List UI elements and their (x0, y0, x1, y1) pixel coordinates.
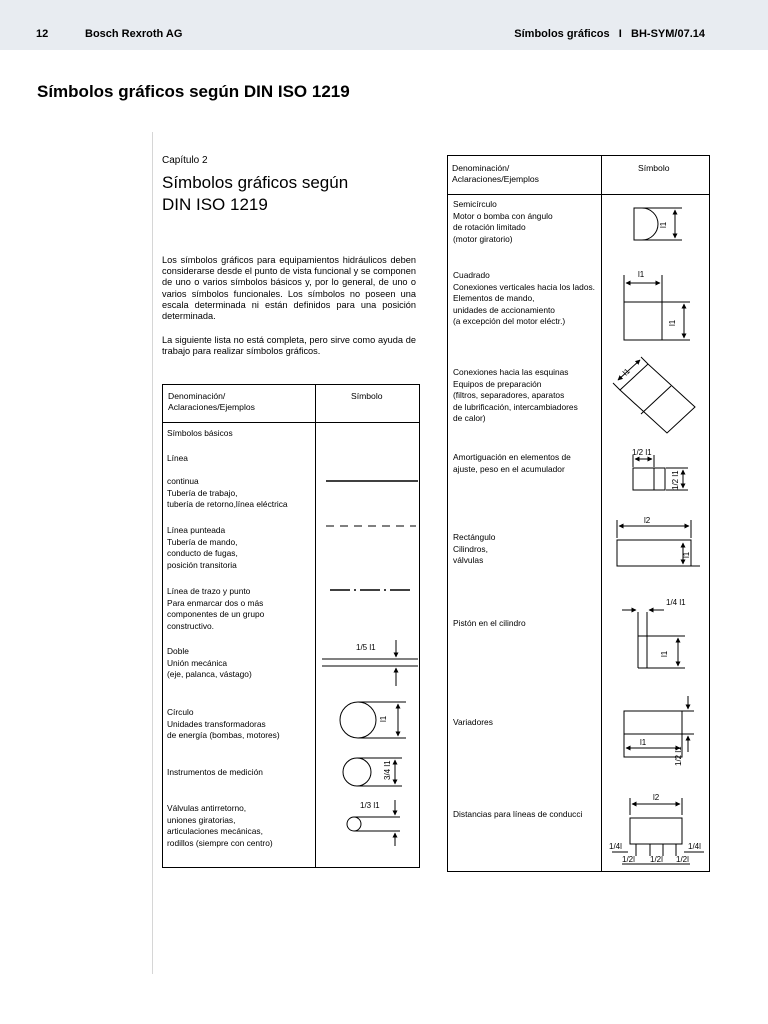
row-line: Unión mecánica (167, 657, 228, 668)
row-line: uniones giratorias, (167, 814, 236, 825)
row-line: Tubería de mando, (167, 536, 238, 547)
chapter-title-line2: DIN ISO 1219 (162, 195, 268, 214)
row-line: rodillos (siempre con centro) (167, 837, 273, 848)
row-title: Válvulas antirretorno, (167, 803, 247, 813)
row-line: constructivo. (167, 620, 215, 631)
document-reference: Símbolos gráficos I BH-SYM/07.14 (514, 28, 705, 40)
row-title: Amortiguación en elementos de (453, 452, 571, 462)
row-line: posición transitoria (167, 559, 237, 570)
left-row-linea: Línea (167, 453, 188, 463)
dim-label: 1/2 l1 (671, 470, 680, 490)
row-line: unidades de accionamiento (453, 304, 555, 315)
circle-symbol (340, 702, 406, 738)
dim-label: 1/5 l1 (356, 643, 376, 652)
piston-symbol (622, 610, 685, 668)
row-title: Rectángulo (453, 532, 496, 542)
row-line: Conexiones verticales hacia los lados. (453, 281, 595, 292)
row-title: Línea punteada (167, 525, 226, 535)
dim-label: 1/2l (650, 855, 663, 864)
row-line: tubería de retorno,línea eléctrica (167, 499, 288, 509)
row-line: conducto de fugas, (167, 548, 238, 558)
row-line: (eje, palanca, vástago) (167, 669, 252, 679)
left-col2-header: Símbolo (351, 391, 383, 401)
right-row-variadores: Variadores (453, 717, 493, 727)
row-line: (filtros, separadores, aparatos (453, 390, 565, 400)
row-line: de lubrificación, intercambiadores (453, 401, 578, 412)
dim-label: l2 (644, 516, 651, 525)
dim-label: 1/2 l1 (632, 448, 652, 457)
page-number: 12 (36, 28, 49, 40)
square-symbol (624, 275, 690, 340)
dim-label: l1 (668, 319, 677, 326)
row-title: Cuadrado (453, 270, 490, 280)
dim-label: l1 (659, 221, 668, 228)
row-line: de rotación limitado (453, 222, 526, 232)
row-title: Círculo (167, 707, 194, 717)
intro-paragraph: Los símbolos gráficos para equipamientos hidráulicos deben considerarse desde el punto de vista funcional y se componen de uno o varios símbolos básicos y, por lo general, de uno o varios símbolos funcionales. Los símbolos no poseen una escala determinada ni están definidos para una posición determinada. (162, 255, 416, 322)
row-title: Línea de trazo y punto (167, 586, 251, 596)
dim-label: 1/2l (622, 855, 635, 864)
row-line: Elementos de mando, (453, 293, 535, 303)
left-col1-header-line2: Aclaraciones/Ejemplos (168, 402, 255, 413)
dim-label: 1/3 l1 (360, 801, 380, 810)
right-row-distancias: Distancias para líneas de conducci (453, 809, 583, 819)
note-paragraph: La siguiente lista no está completa, pero sirve como ayuda de trabajo para realizar símbolos gráficos. (162, 335, 416, 357)
rectangle-symbol (617, 520, 700, 566)
row-line: de energía (bombas, motores) (167, 730, 280, 740)
row-line: de calor) (453, 413, 486, 423)
dim-label: 1/2l (676, 855, 689, 864)
dim-label: l1 (638, 270, 645, 279)
dim-label: 1/4 l1 (666, 598, 686, 607)
row-line: Cilindros, (453, 543, 488, 554)
variator-symbol (624, 696, 694, 757)
dim-label: 3/4 l1 (383, 760, 392, 780)
row-title: continua (167, 476, 199, 486)
chapter-label: Capítulo 2 (162, 155, 208, 166)
row-line: Tubería de trabajo, (167, 487, 238, 498)
left-col1-header-line1: Denominación/ (168, 391, 226, 401)
row-title: Doble (167, 646, 189, 656)
dim-label: l1 (640, 738, 647, 747)
row-line: articulaciones mecánicas, (167, 826, 263, 836)
right-col1-header-line1: Denominación/ (452, 163, 510, 173)
row-line: ajuste, peso en el acumulador (453, 463, 565, 474)
row-line: componentes de un grupo (167, 609, 265, 619)
right-col1-header-line2: Aclaraciones/Ejemplos (452, 174, 539, 185)
measuring-instrument-symbol (343, 758, 402, 786)
page-title: Símbolos gráficos según DIN ISO 1219 (37, 82, 350, 101)
dim-label: l1 (660, 650, 669, 657)
right-col2-header: Símbolo (638, 163, 670, 173)
right-row-piston: Pistón en el cilindro (453, 618, 526, 628)
row-title: Conexiones hacia las esquinas (453, 367, 569, 377)
row-line: Motor o bomba con ángulo (453, 210, 553, 221)
row-line: Para enmarcar dos o más (167, 597, 264, 608)
row-line: válvulas (453, 555, 484, 565)
left-row-basic: Símbolos básicos (167, 428, 233, 438)
row-line: Equipos de preparación (453, 378, 542, 389)
left-row-instrumentos: Instrumentos de medición (167, 767, 263, 777)
dim-label: 1/2 l1 (674, 746, 683, 766)
dim-label: l2 (653, 793, 660, 802)
dim-label: l1 (682, 551, 691, 558)
row-line: Unidades transformadoras (167, 718, 266, 729)
row-line: (a excepción del motor eléctr.) (453, 316, 566, 326)
row-title: Semicírculo (453, 199, 497, 209)
dim-label: l1 (621, 366, 632, 378)
chapter-title-line1: Símbolos gráficos según (162, 173, 349, 192)
semicircle-symbol (634, 208, 682, 240)
dim-label: l1 (379, 715, 388, 722)
row-line: (motor giratorio) (453, 233, 513, 244)
dim-label: 1/4l (609, 842, 622, 851)
company-name: Bosch Rexroth AG (85, 28, 183, 40)
dim-label: 1/4l (688, 842, 701, 851)
